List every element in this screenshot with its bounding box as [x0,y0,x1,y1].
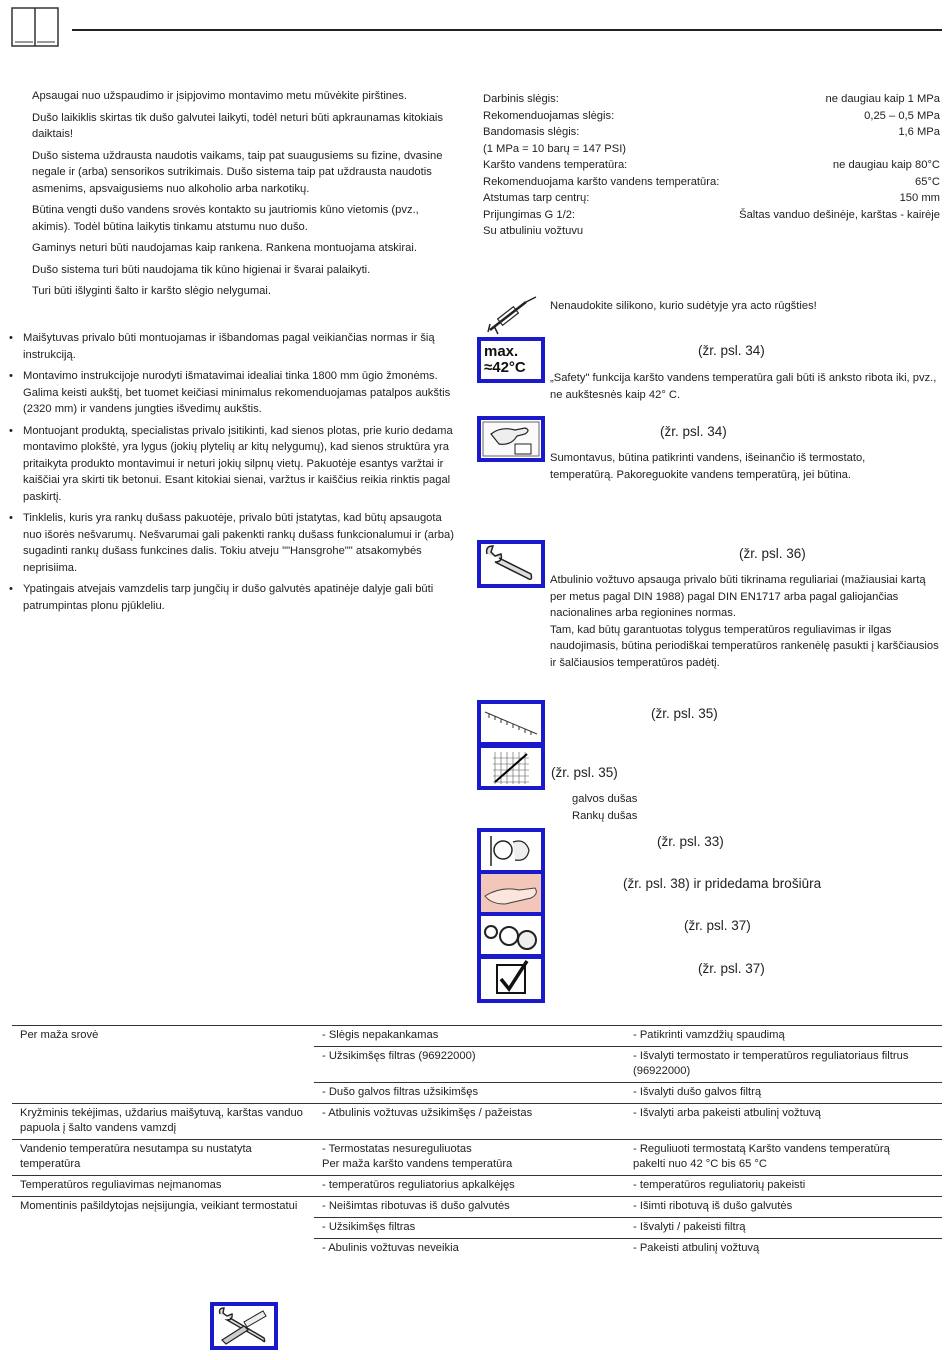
tech-row: Prijungimas G 1/2: Šaltas vanduo dešinėje, karštas - kairėje [483,208,940,221]
tech-row: Atstumas tarp centrų: 150 mm [483,192,940,204]
page-reference: (žr. psl. 33) [657,834,724,849]
safety-note: Būtina vengti dušo vandens srovės kontakto su jautriomis kūno vietomis (pvz., akimis). Todėl būtina laikytis tinkamu atstumu nuo dušo. [32,204,419,233]
page-reference: (žr. psl. 34) [660,424,727,439]
safety-note: Turi būti išlyginti šalto ir karšto slėgio nelygumai. [32,285,271,297]
table-row: - Užsikimšęs filtras (96922000) - Išvalyti termostato ir temperatūros reguliatoriaus filtrus (96922000) [12,1047,942,1083]
list-item: • Maišytuvas privalo būti montuojamas ir išbandomas pagal veikiančias normas ir šią instrukciją. [9,330,461,363]
assembly-icon [477,828,545,874]
adjust-text: Sumontavus, būtina patikrinti vandens, išeinančio iš termostato, temperatūrą. Pakoreguokite vandens temperatūrą, jei būtina. [550,452,866,481]
silicone-note: Nenaudokite silikono, kurio sudėtyje yra acto rūgšties! [550,300,817,312]
tech-row: Bandomasis slėgis: 1,6 MPa [483,126,940,138]
page-reference: (žr. psl. 35) [551,765,618,780]
page-reference: (žr. psl. 35) [651,706,718,721]
tech-row: (1 MPa = 10 barų = 147 PSI) [483,142,627,155]
flow-item: Rankų dušas [572,810,638,822]
list-item: • Tinklelis, kuris yra rankų dušass pakuotėje, privalo būti įstatytas, kad būtų apsaugota nuo išorės nešvarumų. Nešvarumai gali pakenkti rankų dušass funkcionalumui ir (arba) sugadinti rankų dušass funkcines dalis. Tokiu atveju ""Hansgrohe"" atsakomybės neprisiima. [9,510,461,576]
safety-note: Gaminys neturi būti naudojamas kaip rankena. Rankena montuojama atskirai. [32,242,417,254]
maintenance-text: Atbulinio vožtuvo apsauga privalo būti tikrinama reguliariai (mažiausiai kartą per metus pagal DIN 1988) pagal DIN EN1717 arba pagal galiojančias nacionalines arba regionines normas. Tam, kad būtų garantuotas tolygus temperatūros reguliavimas ir ilgas naudojimasis, būtina periodiškai temperatūros rankenėlę pasukti į karščiausios ir šalčiausios temperatūros padėtį. [550,574,939,669]
silicone-gun-icon [484,296,542,336]
checkmark-icon [477,955,545,1003]
tech-row: Karšto vandens temperatūra: ne daugiau kaip 80°C [483,159,940,171]
book-icon [11,7,59,47]
tech-row: Rekomenduojamas slėgis: 0,25 – 0,5 MPa [483,109,940,122]
table-row: - Dušo galvos filtras užsikimšęs - Išvalyti dušo galvos filtrą [12,1083,942,1104]
safety-note: Dušo laikiklis skirtas tik dušo galvutei laikyti, todėl neturi būti apkraunamas kitokiais daiktais! [32,111,444,140]
troubleshooting-table [12,1025,942,1259]
cleaning-icon [477,870,545,916]
list-item: • Montuojant produktą, specialistas privalo įsitikinti, kad sienos plotas, prie kurio dedama montavimo plokštė, yra lygus (jokių plytelių ar kitų nelygumų), kad sienos struktūra yra pritaikyta produkto montavimui ir neturi jokių silpnų vietų. Pakuotėje esantys varžtai ir kaiščiai yra skirti tik betonui. Esant kitokiai sienai, varžtus ir kaiščius reikia rinktis pagal paskirtį. [9,423,461,506]
install-notes [9,330,461,619]
table-row: Kryžminis tekėjimas, uždarius maišytuvą, karštas vanduo papuola į šalto vandens vamzdį - Atbulinis vožtuvas užsikimšęs / pažeistas - Išvalyti arba pakeisti atbulinį vožtuvą [12,1104,942,1140]
table-row: - Užsikimšęs filtras - Išvalyti / pakeisti filtrą [12,1218,942,1239]
page-reference: (žr. psl. 37) [684,918,751,933]
list-item: • Ypatingais atvejais vamzdelis tarp jungčių ir dušo galvutės apatinėje dalyje gali būti patrumpintas plonu pjūkleliu. [9,581,461,614]
tools-icon [210,1302,278,1350]
table-row: - Abulinis vožtuvas neveikia - Pakeisti atbulinį vožtuvą [12,1239,942,1260]
page-reference: (žr. psl. 36) [739,546,806,561]
table-row: Momentinis pašildytojas neįsijungia, veikiant termostatui - Neišimtas ribotuvas iš dušo galvutės - Išimti ribotuvą iš dušo galvutės [12,1197,942,1218]
table-row: Vandenio temperatūra nesutampa su nustatyta temperatūra - Termostatas nesureguliuotas Per maža karšto vandens temperatūra - Reguliuoti termostatą Karšto vandens temperatūrą pakelti nuo 42 °C bis 65 °C [12,1140,942,1176]
safety-notes [32,88,452,300]
page-reference: (žr. psl. 37) [698,961,765,976]
tech-row: Su atbuliniu vožtuvu [483,225,584,237]
tech-row: Darbinis slėgis: ne daugiau kaip 1 MPa [483,93,940,105]
tech-row: Rekomenduojama karšto vandens temperatūra: 65°C [483,175,940,188]
flow-diagram-icon [477,744,545,790]
header-rule [72,29,942,31]
list-item: • Montavimo instrukcijoje nurodyti išmatavimai idealiai tinka 1800 mm ūgio žmonėms. Galima keisti aukštį, bet tuomet keičiasi minimalus rekomenduojamas patalpos aukštis (2320 mm) ir vandens jungties išvedimų aukštis. [9,368,461,418]
flow-item: galvos dušas [572,793,638,805]
safety-note: Apsaugai nuo užspaudimo ir įsipjovimo montavimo metu mūvėkite pirštines. [32,90,407,102]
technical-data [483,91,940,240]
safety-function-text: „Safety" funkcija karšto vandens temperatūra gali būti iš anksto ribota iki, pvz., ne aukštesnės kaip 42° C. [550,372,937,401]
dimensions-icon [477,700,545,746]
table-row: Per maža srovė - Slėgis nepakankamas - Patikrinti vamzdžių spaudimą [12,1026,942,1047]
wrench-icon [477,540,545,588]
spare-parts-icon [477,912,545,958]
page-reference: (žr. psl. 38) ir pridedama brošiūra [623,876,822,891]
table-row: Temperatūros reguliavimas neįmanomas - temperatūros reguliatorius apkalkėjęs - temperatūros reguliatorių pakeisti [12,1176,942,1197]
safety-note: Dušo sistema turi būti naudojama tik kūno higienai ir švarai palaikyti. [32,263,371,276]
adjust-temperature-icon [477,416,545,462]
safety-note: Dušo sistema uždrausta naudotis vaikams, taip pat suaugusiems su fizine, dvasine negale ir (arba) sensorikos sutrikimais. Dušo sistema taip pat uždrausta naudotis asmenims, apsvaigusiems nuo alkoholio arba narkotikų. [32,149,443,195]
hand-icon [481,420,541,458]
max-temperature-icon: max. ≈42°C [477,337,545,383]
header [0,0,950,50]
page-reference: (žr. psl. 34) [698,343,765,358]
